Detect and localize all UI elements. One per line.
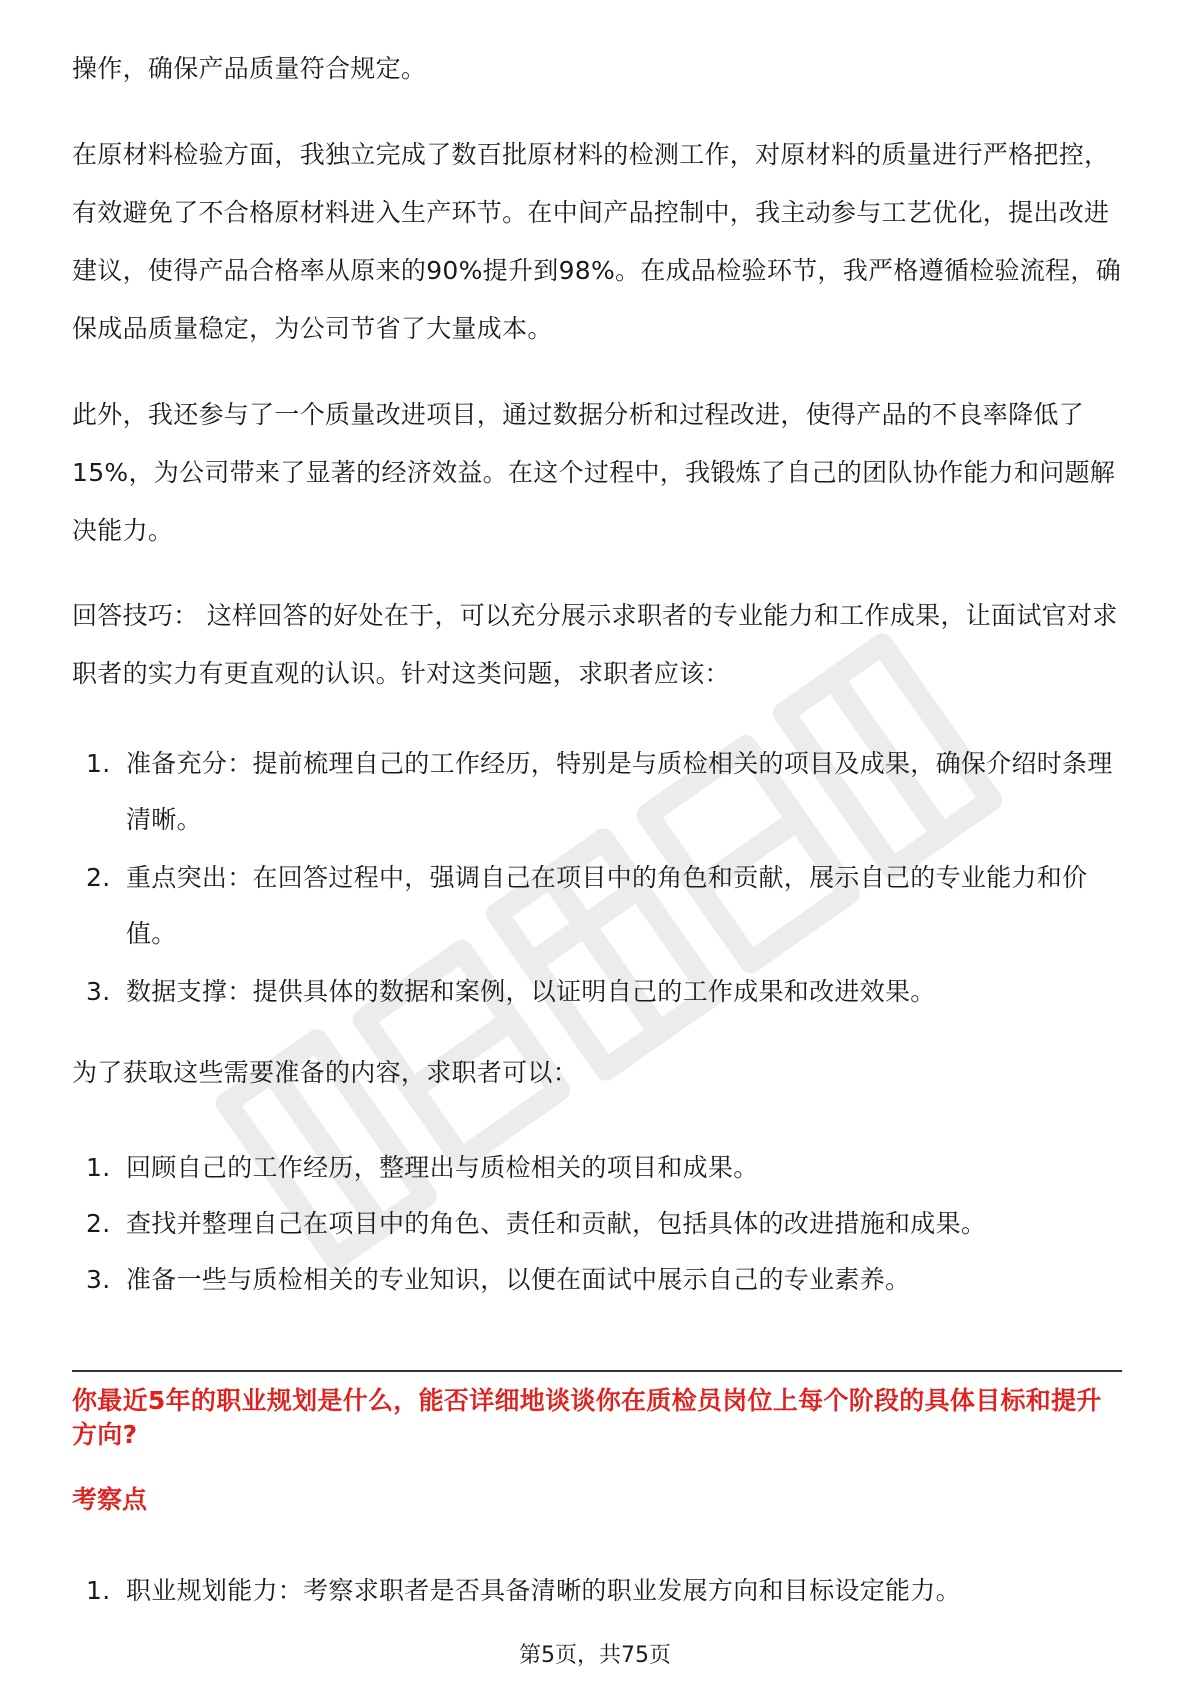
page-footer: 第5页，共75页 bbox=[519, 1643, 671, 1668]
paragraph-improvement: 此外，我还参与了一个质量改进项目，通过数据分析和过程改进，使得产品的不良率降低了15%，为公司带来了显著的经济效益。在这个过程中，我锻炼了自己的团队协作能力和问题解决能力。 bbox=[72, 400, 1116, 545]
list-item: 1. 回顾自己的工作经历，整理出与质检相关的项目和成果。 bbox=[86, 1153, 759, 1182]
list-item: 2. 查找并整理自己在项目中的角色、责任和贡献，包括具体的改进措施和成果。 bbox=[86, 1209, 987, 1238]
list-item: 3. 数据支撑：提供具体的数据和案例，以证明自己的工作成果和改进效果。 bbox=[86, 977, 936, 1006]
assessment-points-list bbox=[72, 1563, 961, 1619]
preparation-list bbox=[72, 1140, 986, 1308]
list-item: 1. 职业规划能力：考察求职者是否具备清晰的职业发展方向和目标设定能力。 bbox=[86, 1576, 961, 1605]
list-item: 1. 准备充分：提前梳理自己的工作经历，特别是与质检相关的项目及成果，确保介绍时条理清晰。 bbox=[86, 749, 1113, 834]
paragraph-continuation: 操作，确保产品质量符合规定。 bbox=[72, 54, 427, 83]
paragraph-preparation: 为了获取这些需要准备的内容，求职者可以： bbox=[72, 1058, 579, 1087]
question-heading: 你最近5年的职业规划是什么，能否详细地谈谈你在质检员岗位上每个阶段的具体目标和提升方向? bbox=[72, 1386, 1102, 1449]
section-divider bbox=[72, 1370, 1122, 1372]
section-label-assessment: 考察点 bbox=[72, 1485, 148, 1514]
list-item: 2. 重点突出：在回答过程中，强调自己在项目中的角色和贡献，展示自己的专业能力和价值。 bbox=[86, 863, 1088, 948]
tips-list bbox=[72, 736, 1122, 1022]
list-item: 3. 准备一些与质检相关的专业知识，以便在面试中展示自己的专业素养。 bbox=[86, 1265, 911, 1294]
paragraph-answer-tips: 回答技巧： 这样回答的好处在于，可以充分展示求职者的专业能力和工作成果，让面试官对求职者的实力有更直观的认识。针对这类问题，求职者应该： bbox=[72, 601, 1118, 688]
paragraph-experience: 在原材料检验方面，我独立完成了数百批原材料的检测工作，对原材料的质量进行严格把控，有效避免了不合格原材料进入生产环节。在中间产品控制中，我主动参与工艺优化，提出改进建议，使得产品合格率从原来的90%提升到98%。在成品检验环节，我严格遵循检验流程，确保成品质量稳定，为公司节省了大量成本。 bbox=[72, 140, 1122, 343]
